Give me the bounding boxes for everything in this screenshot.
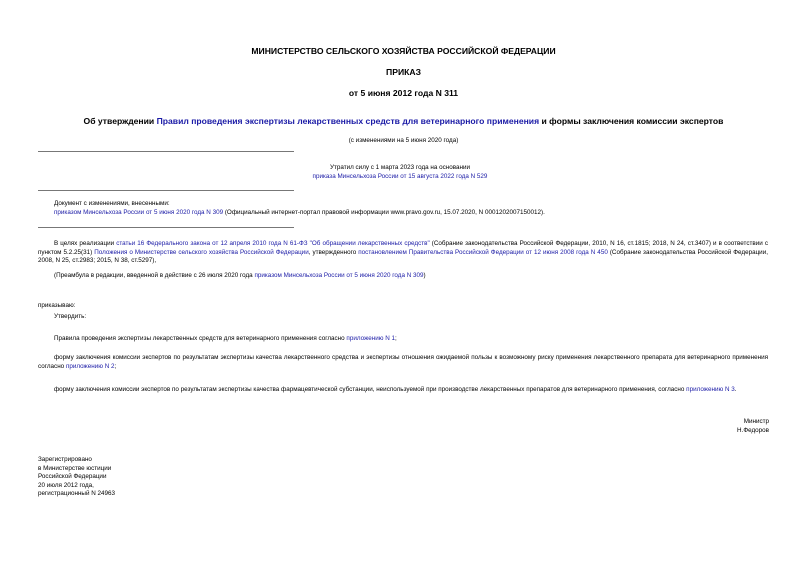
amendment-note: (с изменениями на 5 июня 2020 года) bbox=[348, 137, 459, 144]
expired-note bbox=[300, 164, 500, 181]
preamble-text-3: , утвержденного bbox=[308, 248, 359, 256]
title-post: и формы заключения комиссии экспертов bbox=[539, 116, 724, 126]
item-3-text: форму заключения комиссии экспертов по результатам экспертизы качества фармацевтической субстанции, неиспользуемой при производстве лекарственных препаратов для ветеринарного применения, согласно bbox=[54, 386, 687, 393]
law-article-link[interactable]: статьи 16 Федерального закона от 12 апреля 2010 года N 61-ФЗ "Об обращении лекарственных средств" bbox=[116, 240, 430, 247]
edit-note-link[interactable]: приказом Минсельхоза России от 5 июня 2020 года N 309 bbox=[254, 272, 424, 279]
changes-order-link[interactable]: приказом Минсельхоза России от 5 июня 2020 года N 309 bbox=[54, 208, 224, 216]
signer-name: Н.Федоров bbox=[737, 426, 769, 434]
government-decree-link[interactable]: постановлением Правительства Российской Федерации от 12 июня 2008 года N 450 bbox=[358, 248, 608, 256]
preamble bbox=[38, 240, 768, 266]
changes-intro: Документ с изменениями, внесенными: bbox=[54, 200, 170, 207]
registration-line-5: регистрационный N 24963 bbox=[38, 490, 116, 497]
doc-type-heading: ПРИКАЗ bbox=[386, 67, 421, 77]
edit-note-pre: (Преамбула в редакции, введенной в действие с 26 июля 2020 года bbox=[54, 272, 255, 279]
ministry-regulation-link[interactable]: Положения о Министерстве сельского хозяйства Российской Федерации bbox=[94, 248, 309, 256]
registration-block bbox=[38, 456, 115, 499]
preamble-text-1: В целях реализации bbox=[54, 240, 117, 247]
item-3 bbox=[38, 386, 768, 395]
date-number-heading: от 5 июня 2012 года N 311 bbox=[348, 88, 459, 98]
appendix-3-link[interactable]: приложению N 3 bbox=[686, 386, 735, 393]
approve-word: Утвердить: bbox=[54, 313, 87, 320]
registration-line-1: Зарегистрировано bbox=[38, 456, 92, 463]
changes-line bbox=[54, 209, 754, 218]
expired-line: Утратил силу с 1 марта 2023 года на основании bbox=[329, 164, 471, 171]
divider-1 bbox=[38, 151, 294, 152]
item-1-text: Правила проведения экспертизы лекарственных средств для ветеринарного применения согласно bbox=[54, 335, 347, 342]
item-2 bbox=[38, 354, 768, 371]
expired-link[interactable]: приказа Минсельхоза России от 15 августа 2022 года N 529 bbox=[312, 172, 488, 180]
signature-block bbox=[737, 418, 769, 435]
registration-line-2: в Министерстве юстиции bbox=[38, 464, 112, 472]
item-1 bbox=[54, 335, 768, 344]
appendix-2-link[interactable]: приложению N 2 bbox=[65, 362, 115, 370]
item-2-end: ; bbox=[114, 362, 117, 370]
preamble-edit-note bbox=[54, 272, 768, 281]
registration-line-4: 20 июля 2012 года, bbox=[38, 481, 94, 489]
preamble-text-4: (Собрание законодательства Российской Федерации, 2008, N 25, ст.2983; 2015, N 38, ст.5297), bbox=[38, 248, 768, 264]
preamble-text-2: (Собрание законодательства Российской Федерации, 2010, N 16, ст.1815; 2018, N 24, ст.3407) и в соответствии с пунктом 5.2.25(31) bbox=[38, 240, 768, 256]
item-2-text: форму заключения комиссии экспертов по результатам экспертизы качества лекарственного средства и экспертизы отношения ожидаемой пользы к возможному риску применения лекарственного препарата для ветеринарного применения согласно bbox=[38, 354, 768, 370]
divider-3 bbox=[38, 227, 294, 228]
registration-line-3: Российской Федерации bbox=[38, 473, 107, 480]
appendix-1-link[interactable]: приложению N 1 bbox=[346, 335, 396, 342]
item-3-end: . bbox=[734, 386, 737, 393]
document-title bbox=[0, 116, 807, 126]
title-rules-link[interactable]: Правил проведения экспертизы лекарственных средств для ветеринарного применения bbox=[156, 116, 540, 126]
edit-note-post: ) bbox=[423, 272, 426, 279]
item-1-end: ; bbox=[395, 335, 397, 342]
changes-block bbox=[54, 200, 754, 217]
ministry-heading: МИНИСТЕРСТВО СЕЛЬСКОГО ХОЗЯЙСТВА РОССИЙСКОЙ ФЕДЕРАЦИИ bbox=[251, 46, 556, 56]
divider-2 bbox=[38, 190, 294, 191]
signer-position: Министр bbox=[743, 418, 769, 425]
title-pre: Об утверждении bbox=[83, 116, 157, 126]
order-word: приказываю: bbox=[38, 302, 76, 309]
changes-rest: (Официальный интернет-портал правовой информации www.pravo.gov.ru, 15.07.2020, N 0001202007150012). bbox=[223, 208, 545, 216]
